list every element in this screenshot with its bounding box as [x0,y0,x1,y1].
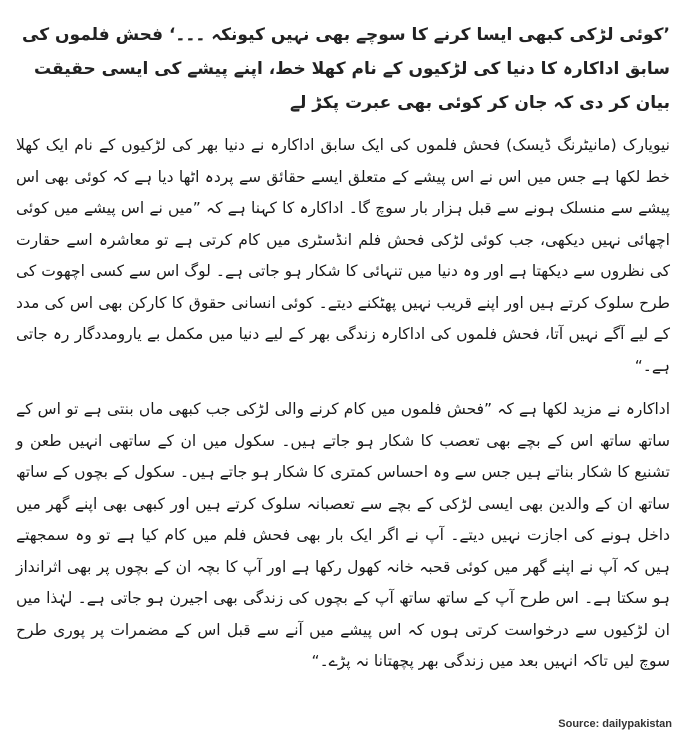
source-credit: Source: dailypakistan [558,718,672,730]
article-paragraph-1: نیویارک (مانیٹرنگ ڈیسک) فحش فلموں کی ایک سابق اداکارہ نے دنیا بھر کی لڑکیوں کے نام ایک کھلا خط لکھا ہے جس میں اس نے اس پیشے کے متعلق ایسے حقائق سے پردہ اٹھا دیا ہے کہ کوئی بھی اس پیشے سے منسلک ہونے سے قبل ہزار بار سوچ گا۔ اداکارہ کا کہنا ہے کہ ”میں نے اس پیشے میں کوئی اچھائی نہیں دیکھی، جب کوئی لڑکی فحش فلم انڈسٹری میں کام کرتی ہے تو معاشرہ اسے حقارت کی نظروں سے دیکھتا ہے اور وہ دنیا میں تنہائی کا شکار ہو جاتی ہے۔ لوگ اس سے کسی اچھوت کی طرح سلوک کرتے ہیں اور اپنے قریب نہیں پھٹکنے دیتے۔ کوئی انسانی حقوق کا کارکن بھی اس کی مدد کے لیے آگے نہیں آتا، فحش فلموں کی اداکارہ زندگی بھر کے لیے دنیا میں مکمل بے یارومددگار رہ جاتی ہے۔“ [16,136,670,375]
article-paragraph-2: اداکارہ نے مزید لکھا ہے کہ ”فحش فلموں میں کام کرنے والی لڑکی جب کبھی ماں بنتی ہے تو اس کے ساتھ ساتھ اس کے بچے بھی تعصب کا شکار ہو جاتے ہیں۔ سکول میں ان کے ساتھی انہیں طعن و تشنیع کا شکار بناتے ہیں جس سے وہ احساس کمتری کا شکار ہو جاتے ہیں۔ سکول کے بچوں کے ساتھ ساتھ ان کے والدین بھی ایسی لڑکی کے بچے سے تعصبانہ سلوک کرتے ہیں اور کبھی بھی اپنے گھر میں داخل ہونے کی اجازت نہیں دیتے۔ آپ نے اگر ایک بار بھی فحش فلم میں کام کیا ہے تو وہ سمجھتے ہیں کہ آپ نے اپنے گھر میں کوئی قحبہ خانہ کھول رکھا ہے اور آپ کا بچہ ان کے بچوں پر بھی اثرانداز ہو سکتا ہے۔ اس طرح آپ کے ساتھ ساتھ آپ کے بچوں کی زندگی بھی اجیرن ہو جاتی ہے۔ لہٰذا میں ان لڑکیوں سے درخواست کرتی ہوں کہ اس پیشے میں آنے سے قبل اس کے مضمرات پر پوری طرح سوچ لیں تاکہ انہیں بعد میں زندگی بھر پچھتانا نہ پڑے۔“ [16,400,670,670]
article-headline: ’کوئی لڑکی کبھی ایسا کرنے کا سوچے بھی نہیں کیونکہ ۔۔۔‘ فحش فلموں کی سابق اداکارہ کا دنیا کی لڑکیوں کے نام کھلا خط، اپنے پیشے کی ایسی حقیقت بیان کر دی کہ جان کر کوئی بھی عبرت پکڑ لے [22,25,670,113]
